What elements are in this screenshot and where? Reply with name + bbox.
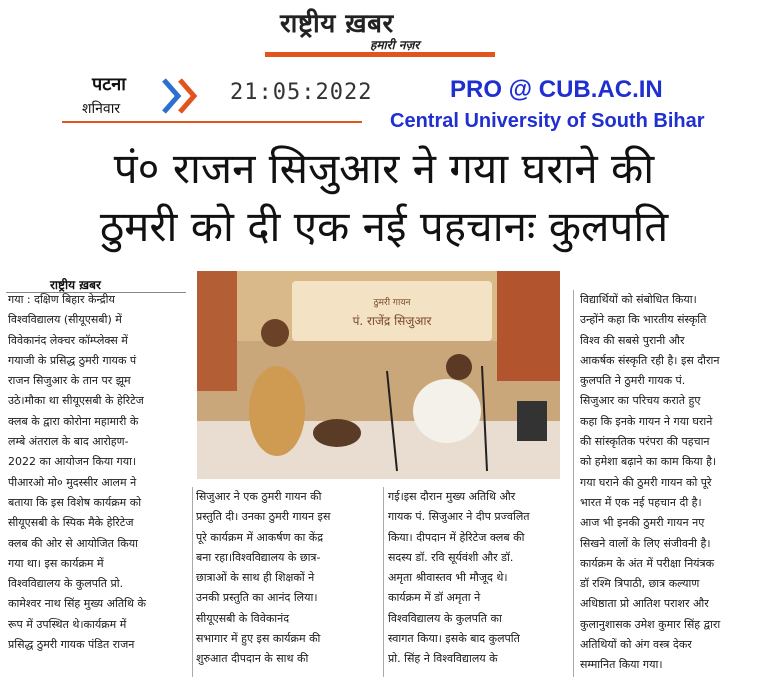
article-line: स्वागत किया। इसके बाद कुलपति (388, 632, 520, 646)
article-column-3 (388, 487, 564, 670)
dateline-city: पटना (92, 74, 126, 95)
article-line: विश्वविद्यालय (सीयूएसबी) में (8, 313, 122, 327)
article-line: सभागार में हुए इस कार्यक्रम की (196, 632, 321, 646)
article-line: प्रो. सिंह ने विश्वविद्यालय के (388, 652, 498, 666)
headline-line-1: पं० राजन सिजुआर ने गया घराने की (113, 144, 655, 193)
headline (0, 140, 768, 256)
article-line: विश्वविद्यालय के कुलपति प्रो. (8, 577, 124, 591)
article-line: कार्यक्रम में डॉ अमृता ने (388, 591, 481, 605)
article-line: प्रस्तुति दी। उनका ठुमरी गायन इस (196, 510, 331, 524)
university-name: Central University of South Bihar (390, 110, 705, 132)
article-line: कुलपति ने ठुमरी गायक पं. (580, 374, 686, 388)
article-line: कामेश्वर नाथ सिंह मुख्य अतिथि के (8, 597, 146, 611)
article-line: अतिथियों को अंग वस्त्र देकर (580, 638, 692, 652)
article-column-1 (8, 290, 188, 655)
masthead-title: राष्ट्रीय ख़बर (280, 9, 394, 39)
photo-banner-top: ठुमरी गायन (373, 298, 411, 308)
headline-line-2: ठुमरी को दी एक नई पहचानः कुलपति (99, 202, 669, 251)
double-chevron-icon (160, 76, 204, 116)
article-line: लम्बे अंतराल के बाद आरोहण- (8, 435, 129, 449)
article-line: क्लब की ओर से आयोजित किया (8, 536, 138, 550)
byline: राष्ट्रीय ख़बर (50, 278, 101, 292)
article-line: आज भी इनकी ठुमरी गायन नए (580, 516, 705, 530)
article-line: पूरे कार्यक्रम में आकर्षण का केंद्र (196, 530, 324, 544)
article-line: कहा कि इनके गायन ने गया घराने (580, 414, 713, 428)
article-line: बताया कि इस विशेष कार्यक्रम को (8, 495, 142, 509)
article-line: गया था। इस कार्यक्रम में (8, 556, 104, 570)
article-line: अमृता श्रीवास्तव भी मौजूद थे। (388, 571, 508, 585)
article-line: पीआरओ मो० मुदस्सीर आलम ने (8, 475, 137, 489)
event-photo (197, 271, 560, 479)
article-line: विद्यार्थियों को संबोधित किया। (580, 293, 697, 306)
article-line: सिजुआर ने एक ठुमरी गायन की (196, 490, 322, 503)
article-line: विश्वविद्यालय के कुलपति का (388, 611, 502, 625)
article-line: प्रसिद्ध ठुमरी गायक पंडित राजन (8, 638, 135, 652)
article-line: गया : दक्षिण बिहार केन्द्रीय (8, 293, 115, 306)
article-column-2 (196, 487, 376, 670)
article-line: सीयूएसबी के विवेकानंद (196, 611, 290, 625)
article-line: उन्होंने कहा कि भारतीय संस्कृति (580, 313, 707, 327)
article-line: गायक पं. सिजुआर ने दीप प्रज्वलित (388, 510, 530, 524)
article-line: कार्यक्रम के अंत में परीक्षा नियंत्रक (580, 556, 715, 570)
article-line: सिजुआर का परिचय कराते हुए (580, 394, 701, 408)
masthead-underline (265, 52, 495, 57)
article-line: विश्व की सबसे पुरानी और (580, 333, 685, 347)
article-line: आकर्षक संस्कृति रही है। इस दौरान (580, 353, 720, 367)
article-line: उठे।मौका था सीयूएसबी के हेरिटेज (8, 394, 144, 408)
article-line: गया घराने की ठुमरी गायन को पूरे (580, 475, 712, 489)
article-line: बना रहा।विश्वविद्यालय के छात्र- (196, 550, 321, 564)
dateline-day: शनिवार (82, 101, 121, 117)
article-line: किया। दीपदान में हेरिटेज क्लब की (388, 530, 525, 544)
article-line: उनकी प्रस्तुति का आनंद लिया। (196, 591, 318, 605)
article-line: की सांस्कृतिक परंपरा की पहचान (580, 435, 710, 449)
article-line: छात्राओं के साथ ही शिक्षकों ने (196, 571, 315, 585)
column-divider (573, 290, 574, 677)
article-line: को हमेशा बढ़ाने का काम किया है। (580, 455, 717, 469)
article-line: सीयूएसबी के स्पिक मैके हेरिटेज (8, 516, 134, 530)
article-line: गयाजी के प्रसिद्ध ठुमरी गायक पं (8, 353, 137, 367)
dateline-rule (62, 121, 362, 123)
article-line: गई।इस दौरान मुख्य अतिथि और (388, 490, 516, 503)
article-line: कुलानुशासक उमेश कुमार सिंह द्वारा (580, 617, 721, 631)
column-divider (192, 487, 193, 677)
article-line: डॉ रश्मि त्रिपाठी, छात्र कल्याण (580, 577, 700, 591)
pro-email: PRO @ CUB.AC.IN (450, 76, 663, 103)
dateline-date: 21:05:2022 (230, 80, 373, 105)
article-line: विवेकानंद लेक्चर कॉम्प्लेक्स में (8, 333, 128, 347)
article-line: अधिष्ठाता प्रो आतिश पराशर और (580, 597, 709, 611)
article-line: शुरुआत दीपदान के साथ की (196, 652, 309, 666)
photo-banner-text: पं. राजेंद्र सिजुआर (352, 314, 432, 328)
article-line: सम्मानित किया गया। (580, 658, 663, 672)
article-line: क्लब के द्वारा कोरोना महामारी के (8, 414, 139, 428)
article-line: रूप में उपस्थित थे।कार्यक्रम में (8, 617, 127, 631)
article-line: भारत में एक नई पहचान दी है। (580, 495, 702, 509)
column-divider (383, 487, 384, 677)
article-column-4 (580, 290, 764, 676)
article-line: सिखने वालों के लिए संजीवनी है। (580, 536, 711, 550)
article-line: 2022 का आयोजन किया गया। (8, 455, 137, 469)
article-line: सदस्य डॉ. रवि सूर्यवंशी और डॉ. (388, 550, 514, 564)
article-line: राजन सिजुआर के तान पर झूम (8, 374, 131, 388)
masthead-tagline: हमारी नज़र (370, 38, 420, 52)
